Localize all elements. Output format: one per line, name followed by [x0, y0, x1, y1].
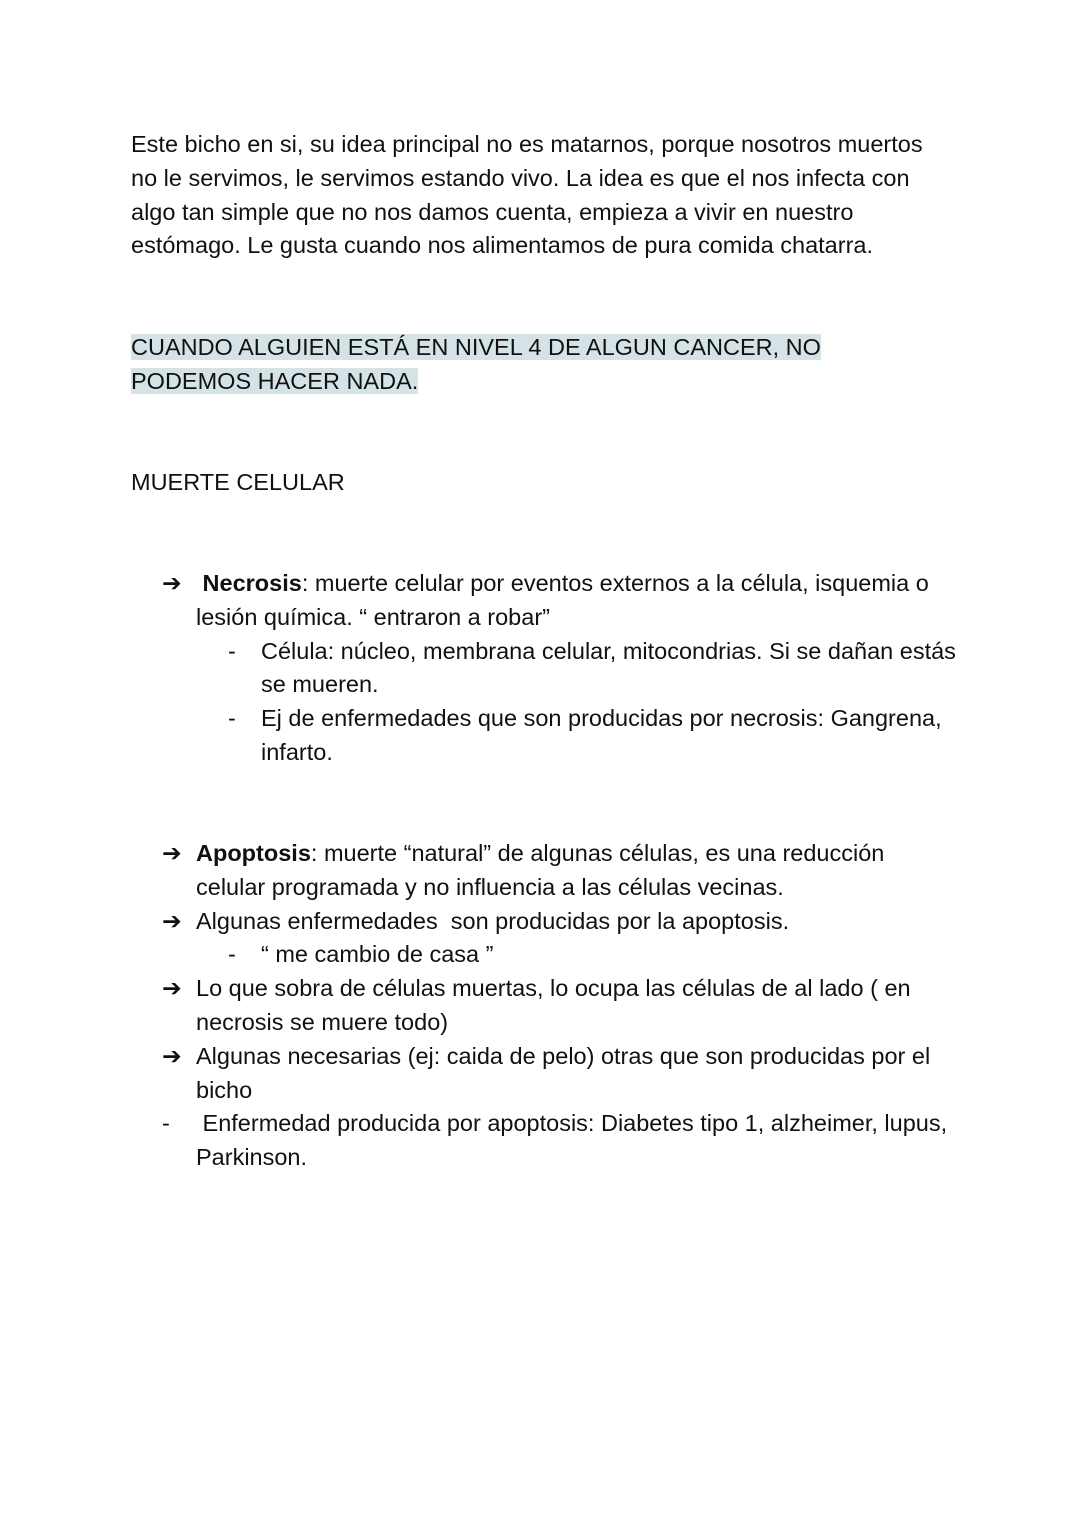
- highlighted-note: [131, 331, 941, 399]
- dash-bullet-icon: -: [228, 941, 236, 968]
- section-heading: MUERTE CELULAR: [131, 469, 345, 495]
- list-item-text: Lo que sobra de células muertas, lo ocupa las células de al lado ( en necrosis se muere todo): [196, 975, 911, 1035]
- sub-item-text: Célula: núcleo, membrana celular, mitocondrias. Si se dañan estás se mueren.: [261, 637, 956, 698]
- intro-paragraph: Este bicho en si, su idea principal no es matarnos, porque nosotros muertos no le servimos, le servimos estando vivo. La idea es que el nos infecta con algo tan simple que no nos damos cuenta, empieza a vivir en nuestro estómago. Le gusta cuando nos alimentamos de pura comida chatarra.: [131, 131, 923, 259]
- list-item: [160, 1040, 960, 1108]
- arrow-bullet-icon: ➔: [162, 1042, 182, 1069]
- apoptosis-sub-item: [160, 938, 960, 972]
- list-item: [160, 972, 960, 1040]
- dash-bullet-icon: -: [228, 637, 236, 664]
- list-item-text: Algunas enfermedades son producidas por la apoptosis.: [196, 907, 790, 934]
- dash-list-item: [160, 1107, 960, 1175]
- dash-bullet-icon: -: [228, 705, 236, 732]
- necrosis-term: Necrosis: [202, 570, 302, 596]
- necrosis-sub-item: [160, 702, 960, 770]
- necrosis-list: [160, 567, 960, 770]
- arrow-bullet-icon: ➔: [162, 975, 182, 1002]
- dash-item-text: Enfermedad producida por apoptosis: Diabetes tipo 1, alzheimer, lupus, Parkinson.: [196, 1110, 954, 1171]
- arrow-bullet-icon: ➔: [162, 570, 182, 596]
- highlighted-text: CUANDO ALGUIEN ESTÁ EN NIVEL 4 DE ALGUN CANCER, NO PODEMOS HACER NADA.: [131, 334, 821, 394]
- list-item-text: Algunas necesarias (ej: caida de pelo) otras que son producidas por el bicho: [196, 1042, 931, 1103]
- apoptosis-definition: : muerte “natural” de algunas células, es una reducción celular programada y no influencia a las células vecinas.: [196, 840, 885, 900]
- apoptosis-item: [160, 837, 960, 905]
- arrow-bullet-icon: ➔: [162, 840, 182, 866]
- list-item: [160, 905, 960, 939]
- arrow-bullet-icon: ➔: [162, 907, 182, 934]
- necrosis-definition: : muerte celular por eventos externos a la célula, isquemia o lesión química. “ entraron a robar”: [196, 570, 929, 630]
- sub-item-text: Ej de enfermedades que son producidas por necrosis: Gangrena, infarto.: [261, 705, 942, 765]
- necrosis-item: [160, 567, 960, 635]
- dash-bullet-icon: -: [162, 1110, 170, 1137]
- necrosis-sub-item: [160, 635, 960, 703]
- sub-item-text: “ me cambio de casa ”: [261, 941, 494, 968]
- apoptosis-term: Apoptosis: [196, 840, 311, 866]
- apoptosis-list: [160, 837, 960, 1175]
